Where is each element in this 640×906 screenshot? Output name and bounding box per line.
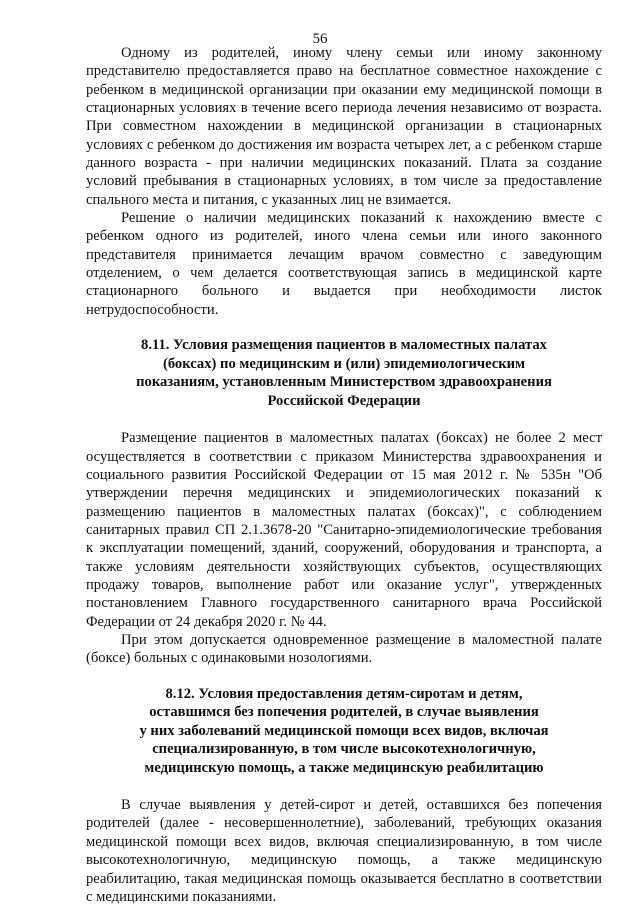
section-heading [86, 336, 602, 410]
heading-line: (боксах) по медицинским и (или) эпидемиологическим [162, 355, 526, 372]
heading-line: Российской Федерации [267, 392, 421, 409]
section-intro [86, 44, 602, 319]
page-content [86, 44, 602, 906]
paragraph: Решение о наличии медицинских показаний к нахождению вместе с ребенком одного из родителей, иного члена семьи или иного законного представителя принимается лечащим врачом совместно с заведующим отделением, о чем делается соответствующая запись в медицинской карте стационарного больного и выдается при необходимости листок нетрудоспособности. [86, 210, 602, 318]
heading-line: 8.11. Условия размещения пациентов в маломестных палатах [141, 337, 547, 354]
heading-line: 8.12. Условия предоставления детям-сиротам и детям, [165, 685, 523, 702]
paragraph: Одному из родителей, иному члену семьи или иному законному представителю предоставляется право на бесплатное совместное нахождение с ребенком в медицинской организации при оказании ему медицинской помощи в стационарных условиях в течение всего периода лечения независимо от возраста. При совместном нахождении в медицинской организации в стационарных условиях с ребенком до достижения им возраста четырех лет, а с ребенком старше данного возраста - при наличии медицинских показаний. Плата за создание условий пребывания в стационарных условиях, в том числе за предоставление спального места и питания, с указанных лиц не взимается. [86, 45, 602, 208]
heading-line: медицинскую помощь, а также медицинскую реабилитацию [144, 759, 544, 776]
section-heading [86, 685, 602, 778]
heading-line: у них заболеваний медицинской помощи всех видов, включая [139, 722, 549, 739]
page-number: 56 [312, 31, 328, 47]
paragraph: В случае выявления у детей-сирот и детей, оставшихся без попечения родителей (далее - несовершеннолетние), заболеваний, требующих оказания медицинской помощи всех видов, включая специализированную, в том числе высокотехнологичную, медицинскую помощь, а также медицинскую реабилитацию, такая медицинская помощь оказывается бесплатно в соответствии с медицинскими показаниями. [86, 797, 602, 905]
section-8-11 [86, 336, 602, 667]
heading-line: оставшимся без попечения родителей, в случае выявления [149, 704, 539, 721]
section-8-12 [86, 685, 602, 906]
heading-line: показаниям, установленным Министерством здравоохранения [136, 374, 552, 391]
paragraph: При этом допускается одновременное размещение в маломестной палате (боксе) больных с одинаковыми нозологиями. [86, 631, 602, 667]
heading-line: специализированную, в том числе высокотехнологичную, [152, 741, 536, 758]
paragraph: Размещение пациентов в маломестных палатах (боксах) не более 2 мест осуществляется в соответствии с приказом Министерства здравоохранения и социального развития Российской Федерации от 15 мая 2012 г. № 535н "Об утверждении перечня медицинских и эпидемиологических показаний к размещению пациентов в маломестных палатах (боксах)", с соблюдением санитарных правил СП 2.1.3678-20 "Санитарно-эпидемиологические требования к эксплуатации помещений, зданий, сооружений, оборудования и транспорта, а также условиям деятельности хозяйствующих субъектов, осуществляющих продажу товаров, выполнение работ или оказание услуг", утвержденных постановлением Главного государственного санитарного врача Российской Федерации от 24 декабря 2020 г. № 44. [86, 430, 602, 630]
